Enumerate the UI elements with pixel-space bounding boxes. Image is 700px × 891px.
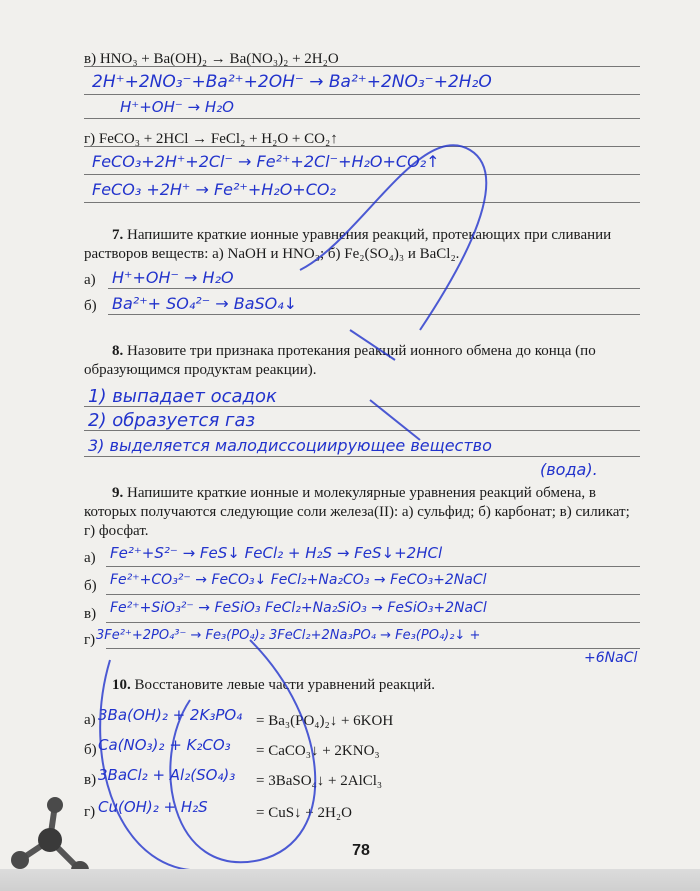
- task8-handwriting-4: (вода).: [540, 460, 598, 479]
- task9-b-handwriting: Fe²⁺+CO₃²⁻ → FeCO₃↓ FeCl₂+Na₂CO₃ → FeCO₃+2NaCl: [110, 572, 487, 588]
- task10-a-label: а): [84, 712, 96, 728]
- scribble-stroke: [170, 640, 315, 862]
- task10-a-right: = Ba₃(PO₄)₂↓ + 6KOH: [256, 713, 394, 729]
- task9-g-handwriting: 3Fe²⁺+2PO₄³⁻ → Fe₃(PO₄)₂ 3FeCl₂+2Na₃PO₄ → Fe₃(PO₄)₂↓ +: [96, 628, 481, 643]
- task6-g-handwriting-1: FeCO₃+2H⁺+2Cl⁻ → Fe²⁺+2Cl⁻+H₂O+CO₂↑: [92, 152, 440, 171]
- scribble-stroke: [350, 330, 395, 360]
- task10-g-right: = CuS↓ + 2H₂O: [256, 805, 352, 821]
- scribble-stroke: [100, 660, 210, 871]
- task8-text: Назовите три признака протекания реакций ионного обмена до конца (по образующимся продуктам реакции).: [84, 343, 596, 378]
- task10-text: Восстановите левые части уравнений реакций.: [134, 677, 435, 693]
- task7-number: 7.: [112, 227, 124, 243]
- task8-handwriting-1: 1) выпадает осадок: [88, 386, 277, 407]
- task9-number: 9.: [112, 485, 124, 501]
- task7-a-label: а): [84, 272, 96, 288]
- task6-v-handwriting-2: H⁺+OH⁻ → H₂O: [120, 98, 234, 116]
- task7-a-handwriting: H⁺+OH⁻ → H₂O: [112, 268, 234, 287]
- task9-a-label: а): [84, 550, 96, 566]
- task6-v-handwriting-1: 2H⁺+2NO₃⁻+Ba²⁺+2OH⁻ → Ba²⁺+2NO₃⁻+2H₂O: [92, 72, 492, 92]
- task10-b-label: б): [84, 742, 97, 758]
- task9-g-handwriting-2: +6NaCl: [584, 650, 638, 666]
- footer-strip: [0, 869, 700, 891]
- task6-g-equation: г) FeCO₃ + 2HCl → FeCl₂ + H₂O + CO₂↑: [84, 131, 338, 147]
- task10-b-right: = CaCO₃↓ + 2KNO₃: [256, 743, 380, 759]
- task10-a-handwriting: 3Ba(OH)₂ + 2K₃PO₄: [98, 706, 243, 724]
- task9-v-handwriting: Fe²⁺+SiO₃²⁻ → FeSiO₃ FeCl₂+Na₂SiO₃ → FeSiO₃+2NaCl: [110, 600, 487, 616]
- task10-g-label: г): [84, 804, 96, 820]
- task9-a-handwriting: Fe²⁺+S²⁻ → FeS↓ FeCl₂ + H₂S → FeS↓+2HCl: [110, 544, 443, 562]
- scribble-stroke: [370, 400, 420, 440]
- task8-number: 8.: [112, 343, 124, 359]
- task10-g-handwriting: Cu(OH)₂ + H₂S: [98, 798, 208, 816]
- task10-v-right: = 3BaSO₄↓ + 2AlCl₃: [256, 773, 383, 789]
- task6-g-handwriting-2: FeCO₃ +2H⁺ → Fe²⁺+H₂O+CO₂: [92, 180, 336, 199]
- task8-handwriting-2: 2) образуется газ: [88, 410, 256, 431]
- task8-handwriting-3: 3) выделяется малодиссоциирующее вещество: [88, 436, 492, 455]
- task10-number: 10.: [112, 677, 131, 693]
- task10-b-handwriting: Ca(NO₃)₂ + K₂CO₃: [98, 736, 231, 754]
- task10-v-label: в): [84, 772, 97, 788]
- task9-text: Напишите краткие ионные и молекулярные уравнения реакций обмена, в которых получаются следующие соли железа(II): а) сульфид; б) карбонат; в) силикат; г) фосфат.: [84, 485, 630, 539]
- task9-g-label: г): [84, 632, 96, 648]
- task7-text: Напишите краткие ионные уравнения реакций, протекающих при сливании растворов веществ: а) NaOH и HNO₃; б) Fe₂(SO₄)₃ и BaCl₂.: [84, 227, 612, 262]
- task10-v-handwriting: 3BaCl₂ + Al₂(SO₄)₃: [98, 766, 236, 784]
- task9-b-label: б): [84, 578, 97, 594]
- task7-b-label: б): [84, 298, 97, 314]
- task7-b-handwriting: Ba²⁺+ SO₄²⁻ → BaSO₄↓: [112, 294, 298, 313]
- page-number: 78: [352, 842, 370, 859]
- task9-v-label: в): [84, 606, 97, 622]
- scribble-stroke: [300, 145, 486, 330]
- task6-v-equation: в) HNO₃ + Ba(OH)₂ → Ba(NO₃)₂ + 2H₂O: [84, 51, 339, 67]
